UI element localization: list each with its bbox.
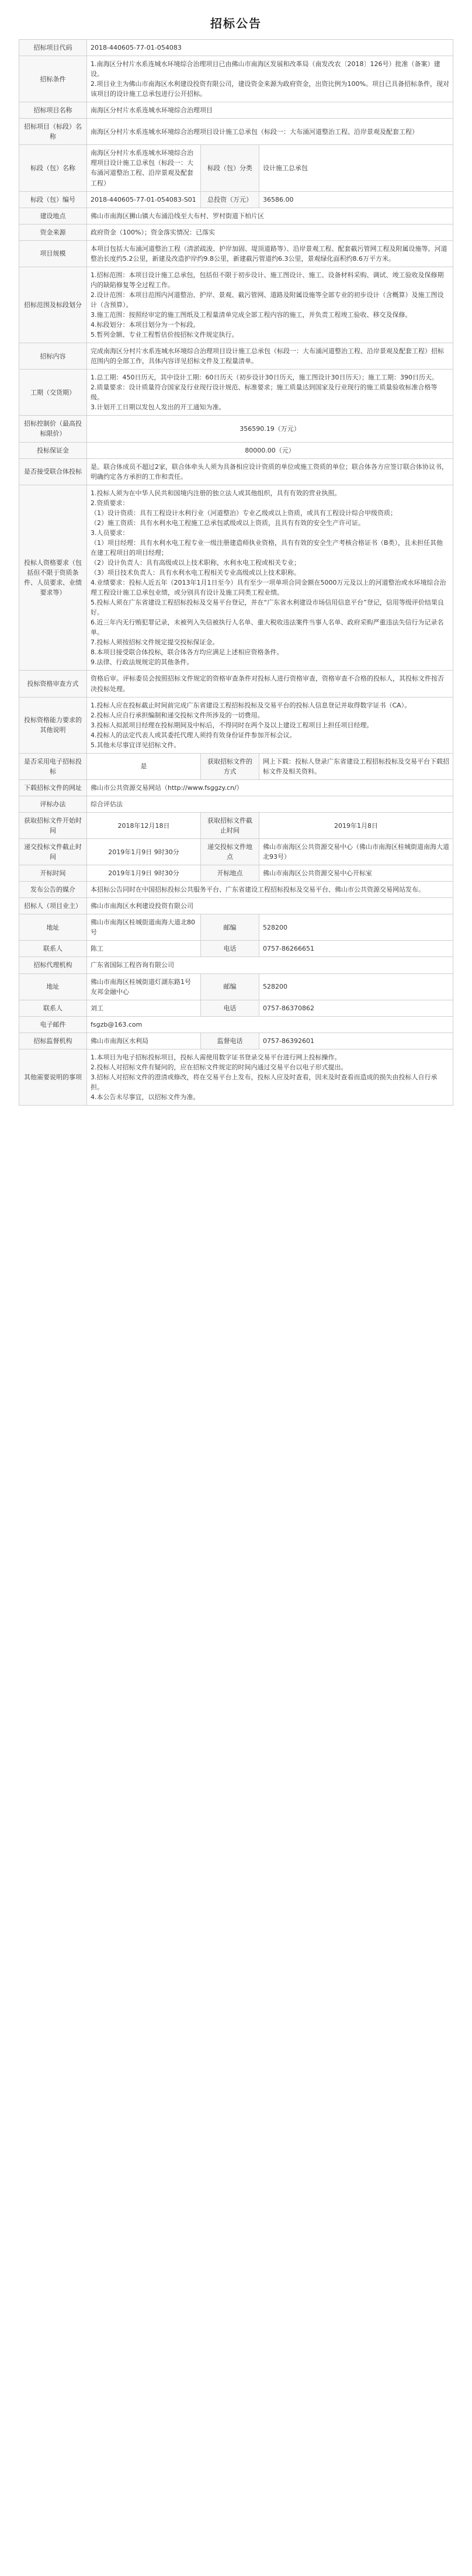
row-t-person [19,941,453,957]
email-link[interactable]: fsgzb@163.com [87,1016,453,1033]
label-method: 评标办法 [19,796,87,812]
row-location [19,208,453,224]
value-other-req: 1.投标人应在投标截止时间前完成广东省建设工程招标投标及交易平台的投标人信息登记并取得数字证书（CA）。 2.投标人应自行承担编制和递交投标文件所涉及的一切费用。 3.投标人拟派项目经理在投标期间及中标后，不得同时在两个及以上建设工程项目上担任项目经理。 4.投标人的法定代表人或其委托代理人须持有效身份证件参加开标会议。 5.其他未尽事宜详见招标文件。 [87,697,453,753]
row-max-price [19,416,453,442]
label-a-post: 邮编 [201,973,259,1000]
row-get-time [19,813,453,839]
row-bid-bond [19,442,453,458]
row-electronic [19,753,453,779]
row-method [19,796,453,812]
label-open-place: 开标地点 [201,865,259,882]
row-joint [19,458,453,485]
label-s-tel: 监督电话 [201,1033,259,1049]
label-project-code: 招标项目代码 [19,40,87,56]
value-location: 佛山市南海区狮山镇大布涌沿线至大布村、罗村街道下柏片区 [87,208,453,224]
label-submit-place: 递交投标文件地点 [201,839,259,865]
value-duration: 1.总工期：450日历天，其中设计工期：60日历天（初步设计30日历天，施工图设计30日历天）；施工工期：390日历天。 2.质量要求：设计质量符合国家及行业现行设计规范、标准要求；施工质量达到国家及行业现行的施工质量验收标准合格等级。 3.计划开工日期以发包人发出的开工通知为准。 [87,370,453,416]
page-title: 招标公告 [210,16,262,30]
value-max-price: 356590.19（万元） [87,416,453,442]
row-t-addr [19,914,453,941]
label-fund: 资金来源 [19,224,87,240]
label-section-category: 标段（包）分类 [201,145,259,191]
row-tenderer [19,898,453,914]
value-get-start: 2018年12月18日 [87,813,201,839]
label-other-req: 投标资格能力要求的其他说明 [19,697,87,753]
label-total-invest: 总投资（万元） [201,191,259,208]
row-download-url [19,779,453,796]
label-agent: 招标代理机构 [19,957,87,973]
row-review [19,671,453,697]
row-media [19,882,453,898]
value-bid-bond: 80000.00（元） [87,442,453,458]
label-deadline: 递交投标文件截止时间 [19,839,87,865]
notice-page [19,0,453,1113]
label-requirements: 投标人资格要求（包括但不限于资质条件、人员要求、业绩要求等） [19,485,87,671]
label-download-url: 下载招标文件的网址 [19,779,87,796]
label-media: 发布公告的媒介 [19,882,87,898]
value-open-time: 2019年1月9日 9时30分 [87,865,201,882]
row-deadline [19,839,453,865]
row-section-fields-2 [19,191,453,208]
label-scale: 项目规模 [19,240,87,267]
label-a-person: 联系人 [19,1000,87,1016]
label-location: 建设地点 [19,208,87,224]
row-notes [19,1049,453,1105]
label-a-addr: 地址 [19,973,87,1000]
label-electronic: 是否采用电子招标投标 [19,753,87,779]
label-notes: 其他需要说明的事项 [19,1049,87,1105]
label-project-name: 招标项目名称 [19,102,87,119]
label-section-name: 招标项目（标段）名称 [19,119,87,145]
label-other: 招标内容 [19,343,87,370]
label-tenderer: 招标人（项目业主） [19,898,87,914]
row-a-mail [19,1016,453,1033]
value-get-end: 2019年1月8日 [259,813,453,839]
label-bid-bond: 投标保证金 [19,442,87,458]
value-a-post: 528200 [259,973,453,1000]
value-other: 完成南海区分村片水系连城水环境综合治理项目设计施工总承包（标段一：大布涌河道整治工程、沿岸景观及配套工程）招标范围内的全部工作，具体内容详见招标文件及工程量清单。 [87,343,453,370]
row-fund [19,224,453,240]
label-get-method: 获取招标文件的方式 [201,753,259,779]
row-scale [19,240,453,267]
row-project-code [19,40,453,56]
value-t-tel: 0757-86266651 [259,941,453,957]
label-supervisor: 招标监督机构 [19,1033,87,1049]
value-fund: 政府资金（100%）；资金落实情况：已落实 [87,224,453,240]
value-conditions: 1.南海区分村片水系连城水环境综合治理项目已由佛山市南海区发展和改革局（南发改农〔2018〕126号）批准（备案）建设。 2.项目业主为佛山市南海区水利建设投资有限公司，建设资金来源为政府资金，出资比例为100%。项目已具备招标条件，现对该项目的设计施工总承包进行公开招标。 [87,56,453,102]
label-conditions: 招标条件 [19,56,87,102]
label-t-tel: 电话 [201,941,259,957]
value-total-invest: 36586.00 [259,191,453,208]
value-deadline: 2019年1月9日 9时30分 [87,839,201,865]
value-notes: 1.本项目为电子招标投标项目，投标人需使用数字证书登录交易平台进行网上投标操作。 2.投标人对招标文件有疑问的，应在招标文件规定的时间内通过交易平台以电子形式提出。 3.招标人对招标文件的澄清或修改，将在交易平台上发布，投标人应及时查看，因未及时查看而造成的损失由投标人自行承担。 4.本公告未尽事宜，以招标文件为准。 [87,1049,453,1105]
value-submit-place: 佛山市南海区公共资源交易中心（佛山市南海区桂城街道南海大道北93号） [259,839,453,865]
value-supervisor: 佛山市南海区水利局 [87,1033,201,1049]
value-t-post: 528200 [259,914,453,941]
label-t-person: 联系人 [19,941,87,957]
value-tenderer: 佛山市南海区水利建设投资有限公司 [87,898,453,914]
row-agent [19,957,453,973]
value-scale: 本项目包括大布涌河道整治工程（清淤疏浚、护岸加固、堤顶道路等）、沿岸景观工程、配套截污管网工程及附属设施等。河道整治长度约5.2公里，新建及改造护岸约9.8公里，新建截污管道约6.3公里，景观绿化面积约8.6万平方米。 [87,240,453,267]
label-t-addr: 地址 [19,914,87,941]
row-section-name [19,119,453,145]
value-joint: 是。联合体成员不超过2家，联合体牵头人须为具备相应设计资质的单位或施工资质的单位；联合体各方应签订联合体协议书，明确约定各方承担的工作和责任。 [87,458,453,485]
row-requirements [19,485,453,671]
label-duration: 工期（交货期） [19,370,87,416]
value-electronic: 是 [87,753,201,779]
value-section-pkg-name: 南海区分村片水系连城水环境综合治理项目设计施工总承包（标段一：大布涌河道整治工程、沿岸景观及配套工程） [87,145,201,191]
row-section-fields-1 [19,145,453,191]
label-t-post: 邮编 [201,914,259,941]
value-open-place: 佛山市南海区公共资源交易中心开标室 [259,865,453,882]
row-open [19,865,453,882]
label-get-end: 获取招标文件截止时间 [201,813,259,839]
value-requirements: 1.投标人须为在中华人民共和国境内注册的独立法人或其他组织，具有有效的营业执照。 2.资质要求： （1）设计资质：具有工程设计水利行业（河道整治）专业乙级或以上资质，或具有工程设计综合甲级资质； （2）施工资质：具有水利水电工程施工总承包贰级或以上资质，且具有有效的安全生产许可证。 3.人员要求： （1）项目经理：具有水利水电工程专业一级注册建造师执业资格，具有有效的安全生产考核合格证书（B类），且未担任其他在建工程项目的项目经理； （2）设计负责人：具有高级或以上技术职称，水利水电工程或相关专业； （3）项目技术负责人：具有水利水电工程相关专业高级或以上技术职称。 4.业绩要求：投标人近五年（2013年1月1日至今）具有至少一项单项合同金额在5000万元及以上的河道整治或水环境综合治理工程设计施工总承包业绩，或分别具有设计及施工同类工程业绩。 5.投标人须在广东省建设工程招标投标及交易平台登记，并在“广东省水利建设市场信用信息平台”登记，信用等级评价结果良好。 6.近三年内无行贿犯罪记录，未被列入失信被执行人名单、重大税收违法案件当事人名单、政府采购严重违法失信行为记录名单。 7.投标人须按招标文件规定提交投标保证金。 8.本项目接受联合体投标，联合体各方均应满足上述相应资格条件。 9.法律、行政法规规定的其他条件。 [87,485,453,671]
label-get-start: 获取招标文件开始时间 [19,813,87,839]
value-t-person: 陈工 [87,941,201,957]
download-url-link[interactable]: 佛山市公共资源交易网站（http://www.fsggzy.cn/） [87,779,453,796]
row-duration [19,370,453,416]
label-review: 投标资格审查方式 [19,671,87,697]
notice-table [19,39,453,1106]
row-supervisor [19,1033,453,1049]
value-a-person: 刘工 [87,1000,201,1016]
value-media: 本招标公告同时在中国招标投标公共服务平台、广东省建设工程招标投标及交易平台、佛山市公共资源交易网站发布。 [87,882,453,898]
label-max-price: 招标控制价（最高投标限价） [19,416,87,442]
label-a-tel: 电话 [201,1000,259,1016]
label-section-pkg-name: 标段（包）名称 [19,145,87,191]
label-a-mail: 电子邮件 [19,1016,87,1033]
label-joint: 是否接受联合体投标 [19,458,87,485]
value-t-addr: 佛山市南海区桂城街道南海大道北80号 [87,914,201,941]
value-section-name: 南海区分村片水系连城水环境综合治理项目设计施工总承包（标段一：大布涌河道整治工程、沿岸景观及配套工程） [87,119,453,145]
label-contents: 招标范围及标段划分 [19,267,87,343]
value-get-method: 网上下载：投标人登录广东省建设工程招标投标及交易平台下载招标文件及相关资料。 [259,753,453,779]
row-conditions [19,56,453,102]
value-contents: 1.招标范围：本项目设计施工总承包，包括但不限于初步设计、施工图设计、施工、设备材料采购、调试、竣工验收及保修期内的缺陷修复等全过程工作。 2.设计范围：本项目范围内河道整治、护岸、景观、截污管网、道路及附属设施等全部专业的初步设计（含概算）及施工图设计（含预算）。 3.施工范围：按照经审定的施工图纸及工程量清单完成全部工程内容的施工，并负责工程竣工验收、移交及保修。 4.标段划分：本项目划分为一个标段。 5.暂列金额、专业工程暂估价按招标文件规定执行。 [87,267,453,343]
value-a-tel: 0757-86370862 [259,1000,453,1016]
row-a-addr [19,973,453,1000]
value-section-category: 设计施工总承包 [259,145,453,191]
row-a-person [19,1000,453,1016]
value-agent: 广东省国际工程咨询有限公司 [87,957,453,973]
value-section-code: 2018-440605-77-01-054083-S01 [87,191,201,208]
value-a-addr: 佛山市南海区桂城街道灯湖东路1号友邦金融中心 [87,973,201,1000]
value-method: 综合评估法 [87,796,453,812]
row-contents [19,267,453,343]
footer-spacer [19,1106,453,1113]
row-other-req [19,697,453,753]
value-review: 资格后审。评标委员会按照招标文件规定的资格审查条件对投标人进行资格审查，资格审查不合格的投标人，其投标文件按否决投标处理。 [87,671,453,697]
value-s-tel: 0757-86392601 [259,1033,453,1049]
row-project-name [19,102,453,119]
row-other [19,343,453,370]
value-project-code: 2018-440605-77-01-054083 [87,40,453,56]
label-section-code: 标段（包）编号 [19,191,87,208]
label-open-time: 开标时间 [19,865,87,882]
value-project-name: 南海区分村片水系连城水环境综合治理项目 [87,102,453,119]
